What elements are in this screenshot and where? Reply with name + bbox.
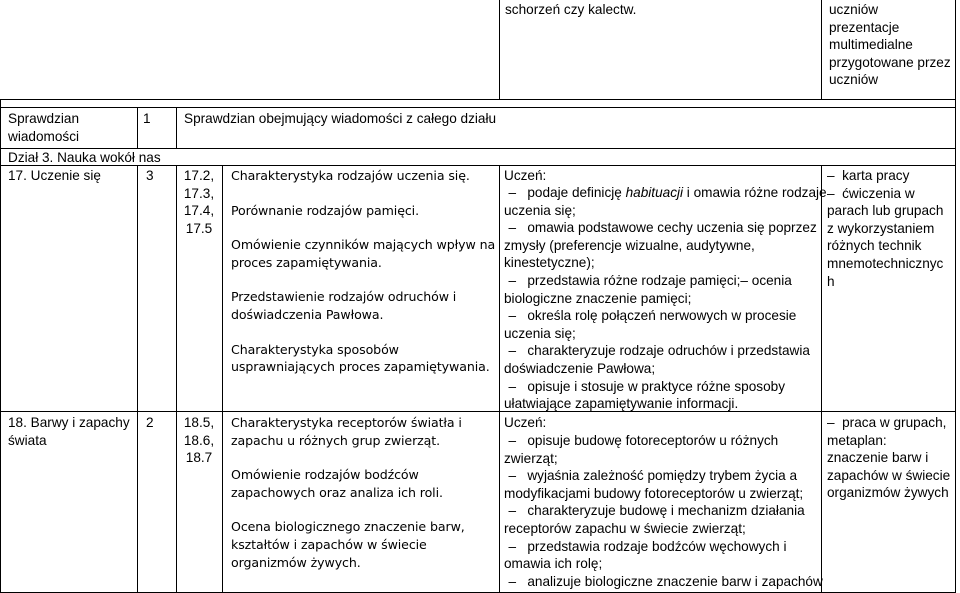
lesson18-hours: 2 bbox=[146, 415, 154, 430]
effect-item: ułatwiające zapamiętywanie informacji. bbox=[504, 396, 739, 412]
effect-item: zwierząt; bbox=[504, 450, 558, 466]
method-item: znaczenie barw i bbox=[827, 450, 929, 466]
method-item: zapachów w świecie bbox=[827, 467, 951, 483]
content-item: Charakterystyka receptorów światła i bbox=[231, 415, 462, 430]
effect-item: – charakteryzuje budowę i mechanizm działania bbox=[508, 503, 805, 519]
effect-item: – określa rolę połączeń nerwowych w procesie bbox=[508, 308, 797, 324]
lesson18-effects bbox=[504, 432, 823, 590]
test-hours: 1 bbox=[143, 111, 151, 126]
method-item: mnemotechnicznyc bbox=[827, 255, 944, 271]
content-item: Przedstawienie rodzajów odruchów i bbox=[231, 289, 457, 305]
methods-line: uczniów bbox=[829, 2, 879, 17]
methods-line: przygotowane przez bbox=[829, 54, 951, 70]
content-item-cont: organizmów żywych. bbox=[231, 554, 361, 570]
method-item: różnych technik bbox=[827, 238, 922, 254]
content-item-cont: kształtów i zapachów w świecie bbox=[231, 536, 427, 552]
lesson17-effects bbox=[504, 184, 827, 413]
effect-item: – przedstawia rodzaje bodźców węchowych i bbox=[508, 538, 787, 554]
effect-item: – omawia podstawowe cechy uczenia się poprzez bbox=[508, 220, 817, 236]
effect-item: – analizuje biologiczne znaczenie barw i zapachów bbox=[508, 573, 823, 589]
effect-item: biologiczne znaczenie pamięci; bbox=[504, 290, 692, 306]
method-item: z wykorzystaniem bbox=[827, 220, 935, 236]
methods-line: uczniów bbox=[829, 72, 879, 88]
methods-continuation bbox=[829, 1, 951, 89]
method-item: – karta pracy bbox=[827, 168, 910, 183]
test-content: Sprawdzian obejmujący wiadomości z całego działu bbox=[184, 111, 497, 126]
effect-item: doświadczenie Pawłowa; bbox=[504, 360, 656, 376]
content-item: Ocena biologicznego znaczenie barw, bbox=[231, 519, 465, 535]
content-item: Porównanie rodzajów pamięci. bbox=[231, 202, 419, 218]
effect-item: zmysły (preferencje wizualne, audytywne, bbox=[504, 237, 755, 253]
lesson17-methods bbox=[827, 167, 943, 290]
lesson18-topic: 18. Barwy i zapachy świata bbox=[8, 415, 130, 448]
content-item-cont: usprawniających proces zapamiętywania. bbox=[231, 359, 490, 375]
lesson17-content bbox=[231, 167, 495, 376]
methods-line: multimedialne bbox=[829, 37, 913, 53]
effect-item: kinestetyczne); bbox=[504, 255, 595, 271]
effect-item: modyfikacjami budowy fotoreceptorów u zwierząt; bbox=[504, 485, 804, 501]
effect-item: omawia ich rolę; bbox=[504, 556, 603, 572]
content-item-cont: proces zapamiętywania. bbox=[231, 254, 382, 270]
lesson17-refs: 17.2, 17.3, 17.4, 17.5 bbox=[183, 168, 215, 236]
methods-line: prezentacje bbox=[829, 19, 900, 35]
method-item: – praca w grupach, bbox=[827, 415, 947, 430]
effect-item: – wyjaśnia zależność pomiędzy trybem życia a bbox=[508, 468, 798, 484]
test-section-label: Sprawdzian wiadomości bbox=[8, 111, 80, 144]
content-item-cont: doświadczenia Pawłowa. bbox=[231, 306, 384, 322]
effect-item: uczenia się; bbox=[504, 325, 576, 341]
lesson17-effects-head: Uczeń: bbox=[504, 168, 547, 183]
lesson17-hours: 3 bbox=[146, 168, 154, 183]
method-item: – ćwiczenia w bbox=[827, 185, 915, 201]
method-item: parach lub grupach bbox=[827, 203, 944, 219]
effect-item: – opisuje i stosuje w praktyce różne sposoby bbox=[508, 378, 786, 394]
effect-item: – charakteryzuje rodzaje odruchów i przedstawia bbox=[508, 343, 810, 359]
content-item: Charakterystyka rodzajów uczenia się. bbox=[231, 168, 470, 183]
content-item: Charakterystyka sposobów bbox=[231, 341, 399, 357]
lesson17-topic: 17. Uczenie się bbox=[8, 168, 101, 183]
lesson18-methods bbox=[827, 414, 950, 502]
effect-item: – podaje definicję habituacji i omawia różne rodzaje bbox=[508, 185, 827, 200]
method-item: h bbox=[827, 273, 835, 289]
effect-item: – opisuje budowę fotoreceptorów u różnych bbox=[508, 433, 779, 448]
effects-continuation: schorzeń czy kalectw. bbox=[505, 2, 637, 17]
lesson18-content bbox=[231, 414, 465, 571]
unit-header: Dział 3. Nauka wokół nas bbox=[8, 150, 161, 165]
content-item-cont: zapachu u różnych grup zwierząt. bbox=[231, 432, 441, 448]
content-item: Omówienie czynników mających wpływ na bbox=[231, 237, 496, 253]
content-item-cont: zapachowych oraz analiza ich roli. bbox=[231, 484, 443, 500]
lesson18-effects-head: Uczeń: bbox=[504, 415, 547, 430]
effect-item: receptorów zapachu w świecie zwierząt; bbox=[504, 520, 746, 536]
effect-item: – przedstawia różne rodzaje pamięci;– ocenia bbox=[508, 272, 792, 288]
lesson18-refs: 18.5, 18.6, 18.7 bbox=[183, 415, 215, 466]
content-item: Omówienie rodzajów bodźców bbox=[231, 467, 419, 483]
effect-item: uczenia się; bbox=[504, 202, 576, 218]
method-item: metaplan: bbox=[827, 432, 887, 448]
method-item: organizmów żywych bbox=[827, 485, 949, 501]
